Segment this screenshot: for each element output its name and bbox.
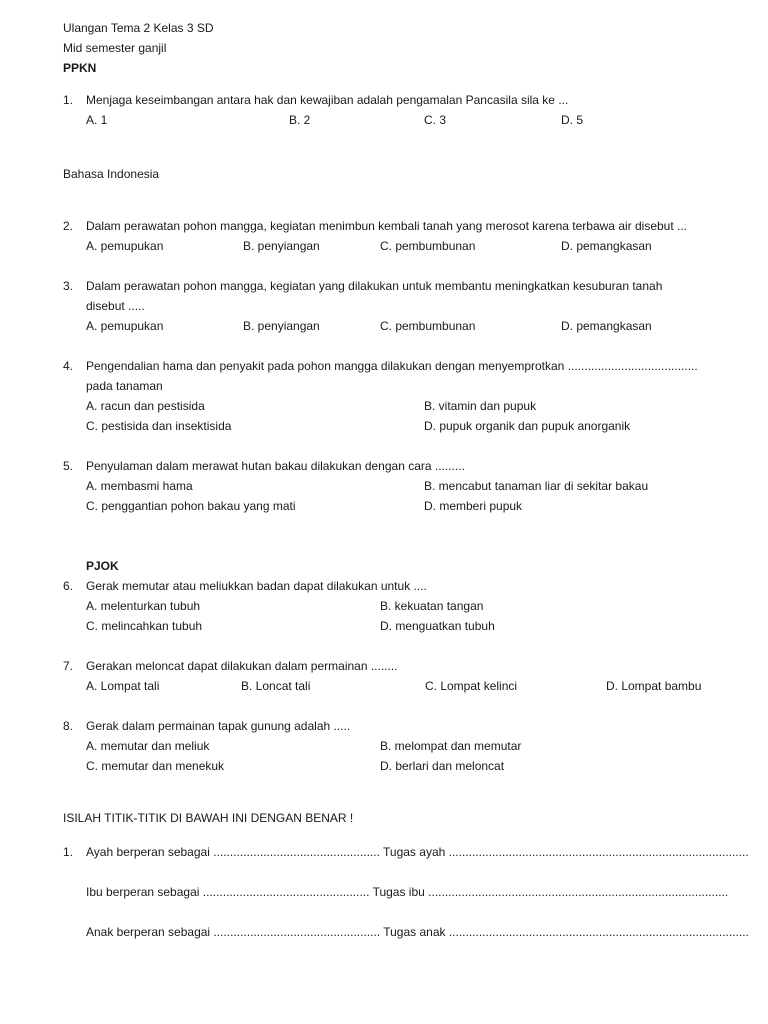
option-d: D. pemangkasan — [561, 239, 652, 253]
fill-in-line-anak: Anak berperan sebagai .................................................. Tugas anak .......................................................................................... — [86, 925, 749, 939]
option-b: B. vitamin dan pupuk — [424, 399, 537, 413]
option-b: B. mencabut tanaman liar di sekitar bakau — [424, 479, 649, 493]
option-c: C. melincahkan tubuh — [86, 619, 203, 633]
option-c: C. penggantian pohon bakau yang mati — [86, 499, 296, 513]
question-number: 1. — [63, 93, 74, 107]
question-text: Gerak memutar atau meliukkan badan dapat dilakukan untuk .... — [86, 579, 427, 593]
option-d: D. pupuk organik dan pupuk anorganik — [424, 419, 631, 433]
question-text: Gerak dalam permainan tapak gunung adalah ..... — [86, 719, 351, 733]
option-d: D. menguatkan tubuh — [380, 619, 495, 633]
question-number: 6. — [63, 579, 74, 593]
question-text: Menjaga keseimbangan antara hak dan kewajiban adalah pengamalan Pancasila sila ke ... — [86, 93, 569, 107]
header-title: Ulangan Tema 2 Kelas 3 SD — [63, 21, 214, 35]
option-d: D. Lompat bambu — [606, 679, 702, 693]
question-text: Penyulaman dalam merawat hutan bakau dilakukan dengan cara ......... — [86, 459, 465, 473]
option-b: B. penyiangan — [243, 239, 320, 253]
option-a: A. memutar dan meliuk — [86, 739, 210, 753]
option-c: C. memutar dan menekuk — [86, 759, 225, 773]
question-text: Dalam perawatan pohon mangga, kegiatan menimbun kembali tanah yang merosot karena terbawa air disebut ... — [86, 219, 688, 233]
option-d: D. pemangkasan — [561, 319, 652, 333]
option-d: D. 5 — [561, 113, 584, 127]
question-text: Gerakan meloncat dapat dilakukan dalam permainan ........ — [86, 659, 398, 673]
question-text-continued: disebut ..... — [86, 299, 145, 313]
option-b: B. melompat dan memutar — [380, 739, 522, 753]
option-d: D. berlari dan meloncat — [380, 759, 505, 773]
option-a: A. pemupukan — [86, 239, 164, 253]
question-number: 3. — [63, 279, 74, 293]
fill-in-number: 1. — [63, 845, 74, 859]
option-c: C. 3 — [424, 113, 447, 127]
section-pjok: PJOK — [86, 559, 119, 573]
option-a: A. Lompat tali — [86, 679, 160, 693]
question-text-continued: pada tanaman — [86, 379, 163, 393]
question-text: Dalam perawatan pohon mangga, kegiatan yang dilakukan untuk membantu meningkatkan kesuburan tanah — [86, 279, 663, 293]
option-b: B. penyiangan — [243, 319, 320, 333]
section-bahasa-indonesia: Bahasa Indonesia — [63, 167, 160, 181]
section-fill-in-heading: ISILAH TITIK-TITIK DI BAWAH INI DENGAN BENAR ! — [63, 811, 354, 825]
header-subtitle: Mid semester ganjil — [63, 41, 167, 55]
question-number: 5. — [63, 459, 74, 473]
option-a: A. racun dan pestisida — [86, 399, 205, 413]
option-a: A. pemupukan — [86, 319, 164, 333]
question-number: 2. — [63, 219, 74, 233]
option-c: C. Lompat kelinci — [425, 679, 518, 693]
question-number: 8. — [63, 719, 74, 733]
fill-in-line-ayah: Ayah berperan sebagai .................................................. Tugas ayah .......................................................................................... — [86, 845, 749, 859]
option-c: C. pembumbunan — [380, 319, 476, 333]
option-b: B. Loncat tali — [241, 679, 311, 693]
option-c: C. pestisida dan insektisida — [86, 419, 232, 433]
option-a: A. melenturkan tubuh — [86, 599, 201, 613]
question-number: 7. — [63, 659, 74, 673]
option-a: A. 1 — [86, 113, 108, 127]
section-ppkn: PPKN — [63, 61, 97, 75]
question-text: Pengendalian hama dan penyakit pada pohon mangga dilakukan dengan menyemprotkan ....................................... — [86, 359, 698, 373]
question-number: 4. — [63, 359, 74, 373]
option-b: B. 2 — [289, 113, 311, 127]
option-a: A. membasmi hama — [86, 479, 193, 493]
option-d: D. memberi pupuk — [424, 499, 523, 513]
option-c: C. pembumbunan — [380, 239, 476, 253]
option-b: B. kekuatan tangan — [380, 599, 484, 613]
fill-in-line-ibu: Ibu berperan sebagai .................................................. Tugas ibu .......................................................................................... — [86, 885, 729, 899]
